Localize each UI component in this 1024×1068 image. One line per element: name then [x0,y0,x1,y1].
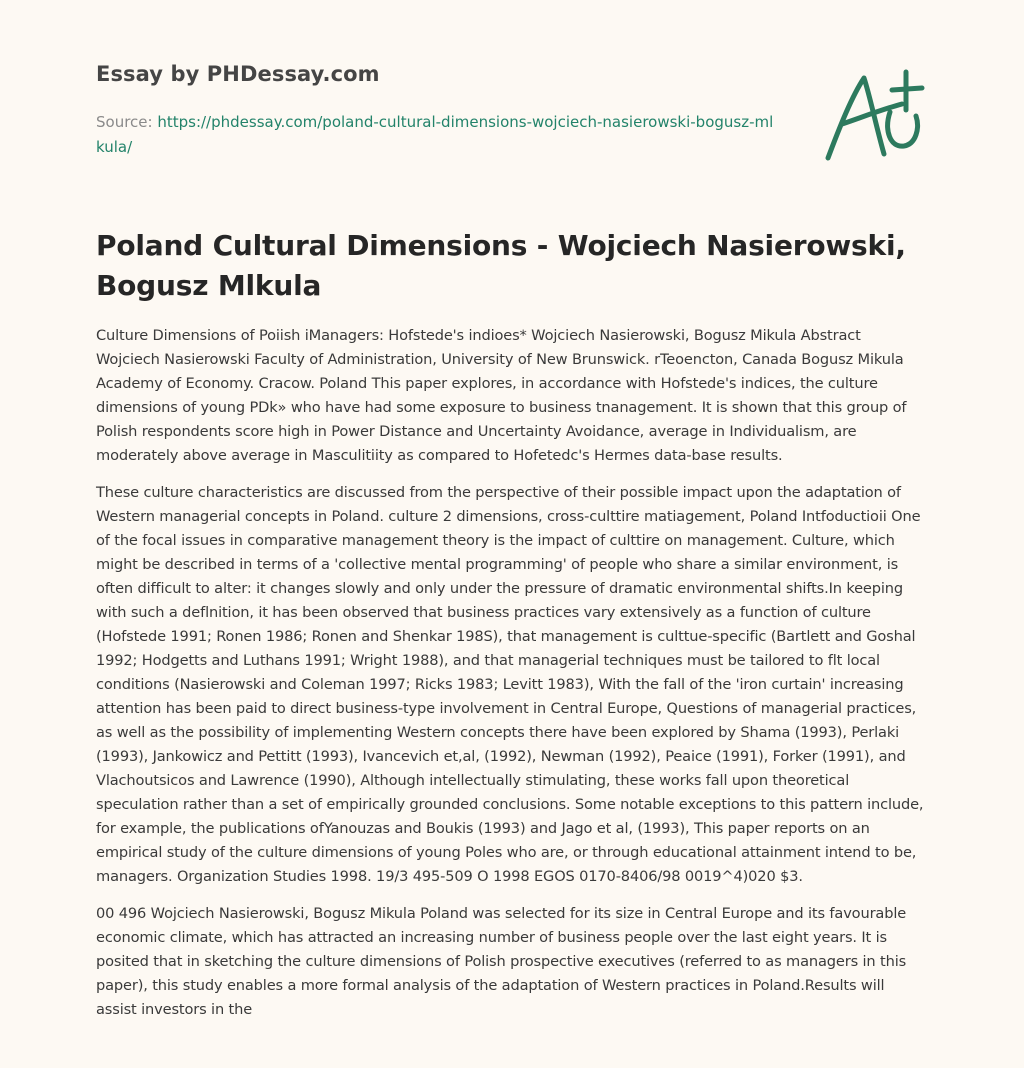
paragraph: These culture characteristics are discussed from the perspective of their possible impact upon the adaptation of Western managerial concepts in Poland. culture 2 dimensions, cross-culttire matiagement, Poland Intfoductioii One of the focal issues in comparative management theory is the impact of culttire on management. Culture, which might be described in terms of a 'collective mental programming' of people who share a similar environment, is often difficult to alter: it changes slowly and only under the pressure of dramatic environmental shifts.In keeping with such a deflnition, it has been observed that business practices vary extensively as a function of culture (Hofstede 1991; Ronen 1986; Ronen and Shenkar 198S), that management is culttue-specific (Bartlett and Goshal 1992; Hodgetts and Luthans 1991; Wright 1988), and that managerial techniques must be tailored to flt local conditions (Nasierowski and Coleman 1997; Ricks 1983; Levitt 1983), With the fall of the 'iron curtain' increasing attention has been paid to direct business-type involvement in Central Europe, Questions of managerial practices, as well as the possibility of implementing Western concepts there have been explored by Shama (1993), Perlaki (1993), Jankowicz and Pettitt (1993), Ivancevich et,al, (1992), Newman (1992), Peaice (1991), Forker (1991), and Vlachoutsicos and Lawrence (1990), Although intellectually stimulating, these works fall upon theoretical speculation rather than a set of empirically grounded conclusions. Some notable exceptions to this pattern include, for example, the publications ofYanouzas and Boukis (1993) and Jago et al, (1993), This paper reports on an empirical study of the culture dimensions of young Poles who are, or through educational attainment intend to be, managers. Organization Studies 1998. 19/3 495-509 O 1998 EGOS 0170-8406/98 0019^4)020 $3. [96,484,924,885]
paragraph: Culture Dimensions of Poiish iManagers: Hofstede's indioes* Wojciech Nasierowski, Bogusz Mikula Abstract Wojciech Nasierowski Faculty of Administration, University of New Brunswick. rTeoencton, Canada Bogusz Mikula Academy of Economy. Cracow. Poland This paper explores, in accordance with Hofstede's indices, the culture dimensions of young PDk» who have had some exposure to business tnanagement. It is shown that this group of Polish respondents score high in Power Distance and Uncertainty Avoidance, average in Individualism, are moderately above average in Masculitiity as compared to Hofetedc's Hermes data-base results. [96,327,907,464]
paragraph: 00 496 Wojciech Nasierowski, Bogusz Mikula Poland was selected for its size in Central Europe and its favourable economic climate, which has attracted an increasing number of business people over the last eight years. It is posited that in sketching the culture dimensions of Polish prospective executives (referred to as managers in this paper), this study enables a more formal analysis of the adaptation of Western practices in Poland.Results will assist investors in the [96,905,907,1018]
essay-title: Poland Cultural Dimensions - Wojciech Nasierowski, Bogusz Mlkula [96,229,906,302]
a-plus-grade-icon [820,66,930,166]
source-line [96,110,776,160]
page-header [96,62,816,160]
site-title: Essay by PHDessay.com [96,62,380,86]
essay-body [96,324,926,1035]
source-link[interactable]: https://phdessay.com/poland-cultural-dimensions-wojciech-nasierowski-bogusz-mlkula/ [96,113,774,156]
source-label: Source: [96,113,158,131]
